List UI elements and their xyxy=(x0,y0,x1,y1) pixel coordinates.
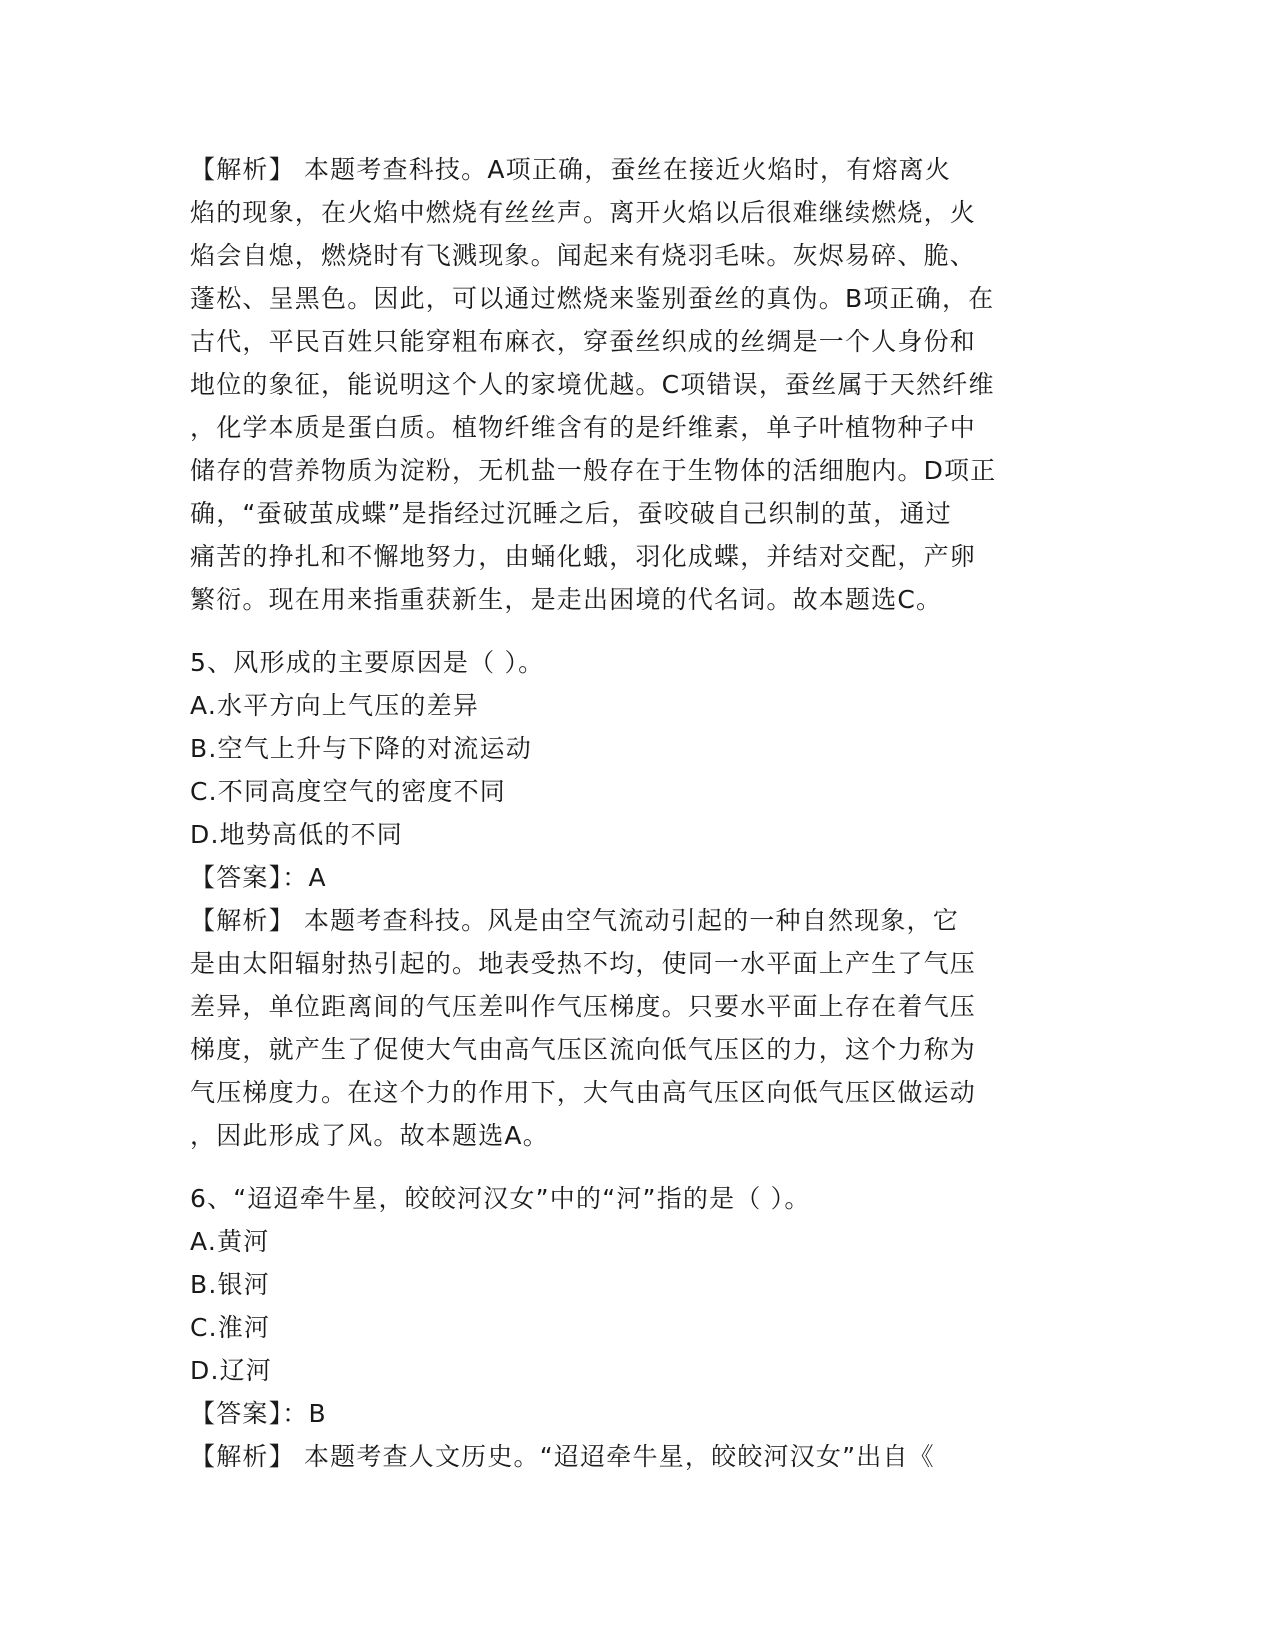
option-d: D.地势高低的不同 xyxy=(190,820,403,849)
explanation-line: 储存的营养物质为淀粉，无机盐一般存在于生物体的活细胞内。D项正 xyxy=(190,456,997,485)
question-6 xyxy=(190,1177,1090,1478)
explanation-line: 是由太阳辐射热引起的。地表受热不均，使同一水平面上产生了气压 xyxy=(190,949,977,978)
question-5 xyxy=(190,641,1090,1157)
explanation-line: 差异，单位距离间的气压差叫作气压梯度。只要水平面上存在着气压 xyxy=(190,992,977,1021)
q4-explanation xyxy=(190,148,1090,621)
option-d: D.辽河 xyxy=(190,1356,272,1385)
explanation-line: 【解析】 本题考查人文历史。“迢迢牵牛星，皎皎河汉女”出自《 xyxy=(190,1442,935,1471)
explanation-line: 地位的象征，能说明这个人的家境优越。C项错误，蚕丝属于天然纤维 xyxy=(190,370,995,399)
option-b: B.空气上升与下降的对流运动 xyxy=(190,734,532,763)
explanation-line: 气压梯度力。在这个力的作用下，大气由高气压区向低气压区做运动 xyxy=(190,1078,977,1107)
question-stem: 5、风形成的主要原因是（ ）。 xyxy=(190,648,545,677)
explanation-line: 痛苦的挣扎和不懈地努力，由蛹化蛾，羽化成蝶，并结对交配，产卵 xyxy=(190,542,977,571)
option-a: A.水平方向上气压的差异 xyxy=(190,691,480,720)
explanation-line: 古代，平民百姓只能穿粗布麻衣，穿蚕丝织成的丝绸是一个人身份和 xyxy=(190,327,977,356)
spacer xyxy=(190,621,1090,641)
explanation-line: ，因此形成了风。故本题选A。 xyxy=(190,1121,549,1150)
option-a: A.黄河 xyxy=(190,1227,270,1256)
explanation-line: 蓬松、呈黑色。因此，可以通过燃烧来鉴别蚕丝的真伪。B项正确，在 xyxy=(190,284,995,313)
explanation-line: 焰会自熄，燃烧时有飞溅现象。闻起来有烧羽毛味。灰烬易碎、脆、 xyxy=(190,241,977,270)
document-page xyxy=(190,148,1090,1478)
answer-line: 【答案】：B xyxy=(190,1399,327,1428)
explanation-line: 确，“蚕破茧成蝶”是指经过沉睡之后，蚕咬破自己织制的茧，通过 xyxy=(190,499,952,528)
question-stem: 6、“迢迢牵牛星，皎皎河汉女”中的“河”指的是（ ）。 xyxy=(190,1184,811,1213)
explanation-line: 【解析】 本题考查科技。风是由空气流动引起的一种自然现象，它 xyxy=(190,906,959,935)
explanation-line: 梯度，就产生了促使大气由高气压区流向低气压区的力，这个力称为 xyxy=(190,1035,977,1064)
explanation-line: ，化学本质是蛋白质。植物纤维含有的是纤维素，单子叶植物种子中 xyxy=(190,413,977,442)
spacer xyxy=(190,1157,1090,1177)
explanation-line: 焰的现象，在火焰中燃烧有丝丝声。离开火焰以后很难继续燃烧，火 xyxy=(190,198,977,227)
explanation-line: 繁衍。现在用来指重获新生，是走出困境的代名词。故本题选C。 xyxy=(190,585,943,614)
explanation-line: 【解析】 本题考查科技。A项正确，蚕丝在接近火焰时，有熔离火 xyxy=(190,155,952,184)
option-b: B.银河 xyxy=(190,1270,270,1299)
answer-line: 【答案】：A xyxy=(190,863,327,892)
option-c: C.淮河 xyxy=(190,1313,271,1342)
option-c: C.不同高度空气的密度不同 xyxy=(190,777,507,806)
